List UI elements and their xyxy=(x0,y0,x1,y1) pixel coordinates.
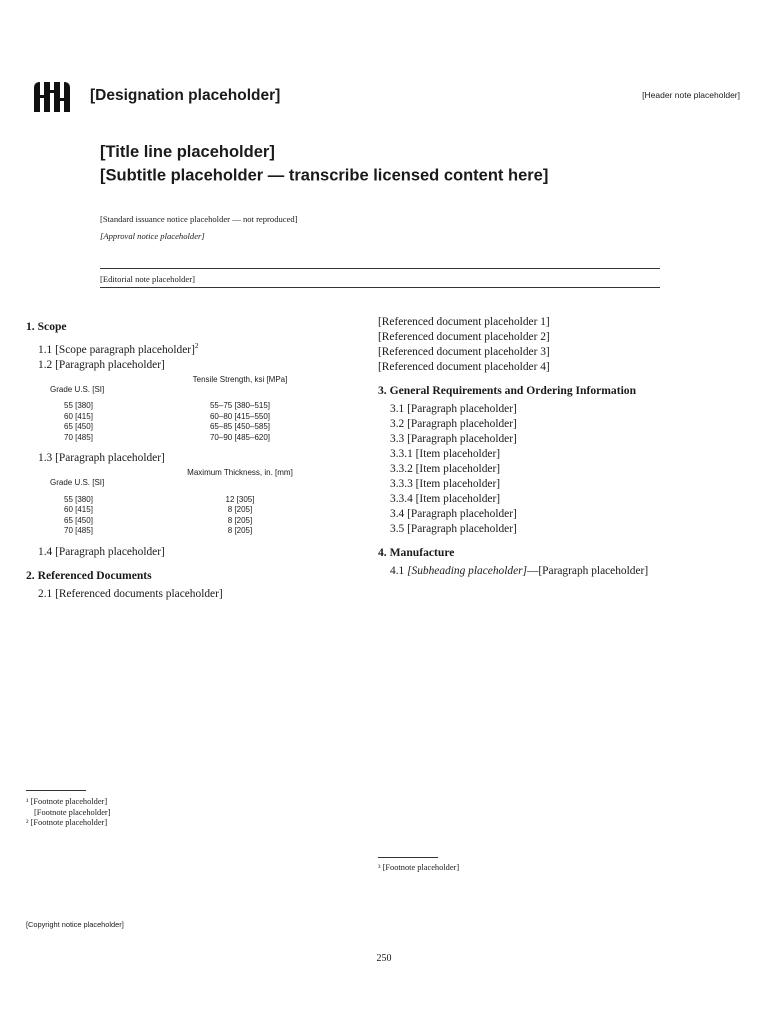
header xyxy=(28,78,740,118)
list-item: 3.3.4 [Item placeholder] xyxy=(390,493,501,505)
title-line-1: [Title line placeholder] xyxy=(100,143,275,161)
right-column xyxy=(378,315,703,579)
max-thickness-table xyxy=(50,468,300,537)
referenced-document: [Referenced document placeholder 2] xyxy=(378,331,550,343)
section-heading: 3. General Requirements and Ordering Information xyxy=(378,384,637,397)
footnote-rule xyxy=(26,790,86,791)
table-row xyxy=(50,526,300,537)
issuance-notice xyxy=(100,214,660,245)
referenced-document: [Referenced document placeholder 4] xyxy=(378,361,550,373)
footnote: [Footnote placeholder] xyxy=(34,807,111,817)
approval-notice: [Approval notice placeholder] xyxy=(100,231,205,241)
grade-cell: 60 [415] xyxy=(64,411,93,421)
table-row xyxy=(50,505,300,516)
value-cell: 8 [205] xyxy=(227,515,253,525)
paragraph: 2.1 [Referenced documents placeholder] xyxy=(38,587,223,600)
table-header: Tensile Strength, ksi [MPa] xyxy=(192,374,288,384)
table-row xyxy=(50,401,300,412)
footnote-rule xyxy=(378,857,438,858)
table-row xyxy=(50,516,300,527)
page-number: 250 xyxy=(376,953,392,964)
grade-cell: 65 [450] xyxy=(64,515,93,525)
footnote: ¹ [Footnote placeholder] xyxy=(26,797,108,806)
title-line-2: [Subtitle placeholder — transcribe licensed content here] xyxy=(100,166,549,185)
table-row xyxy=(50,433,300,444)
section-heading: 1. Scope xyxy=(26,320,67,333)
astm-logo-icon xyxy=(28,78,76,118)
grade-cell: 70 [485] xyxy=(64,526,93,536)
footnote: ² [Footnote placeholder] xyxy=(26,818,108,827)
table-row xyxy=(50,422,300,433)
value-cell: 12 [305] xyxy=(225,494,255,504)
grade-cell: 70 [485] xyxy=(64,432,93,442)
list-item: 3.3.3 [Item placeholder] xyxy=(390,478,501,490)
list-item: 3.3.2 [Item placeholder] xyxy=(390,463,501,475)
table-row xyxy=(50,412,300,423)
left-column xyxy=(26,315,356,602)
grade-cell: 55 [380] xyxy=(64,401,93,411)
paragraph: 1.2 [Paragraph placeholder] xyxy=(38,358,165,371)
paragraph: 1.1 [Scope paragraph placeholder]$^2$ xyxy=(38,341,199,356)
left-footnotes xyxy=(26,797,354,829)
list-item: 3.3.1 [Item placeholder] xyxy=(390,448,501,460)
value-cell: 8 [205] xyxy=(227,526,253,536)
value-cell: 65–85 [450–585] xyxy=(209,422,271,432)
table-header: Grade U.S. [SI] xyxy=(50,384,105,394)
value-cell: 60–80 [415–550] xyxy=(209,411,271,421)
editorial-note: [Editorial note placeholder] xyxy=(100,274,195,284)
footnote: ³ [Footnote placeholder] xyxy=(378,863,460,872)
copyright-notice: [Copyright notice placeholder] xyxy=(26,920,124,929)
value-cell: 70–90 [485–620] xyxy=(209,432,271,442)
referenced-document: [Referenced document placeholder 1] xyxy=(378,316,550,328)
notice-text: [Standard issuance notice placeholder — not reproduced] xyxy=(100,214,298,224)
paragraph: 3.5 [Paragraph placeholder] xyxy=(390,523,517,535)
section-heading: 4. Manufacture xyxy=(378,546,455,559)
section-heading: 2. Referenced Documents xyxy=(26,568,152,582)
paragraph: 3.4 [Paragraph placeholder] xyxy=(390,508,517,520)
paragraph: 3.3 [Paragraph placeholder] xyxy=(390,433,517,445)
grade-cell: 55 [380] xyxy=(64,494,93,504)
paragraph: 4.1 [Subheading placeholder]—[Paragraph placeholder] xyxy=(390,565,649,577)
table-header: Maximum Thickness, in. [mm] xyxy=(187,468,293,478)
document-title xyxy=(100,143,660,186)
paragraph: 3.1 [Paragraph placeholder] xyxy=(390,403,517,415)
divider xyxy=(100,287,660,288)
used-in-note: [Header note placeholder] xyxy=(642,90,740,100)
grade-cell: 60 [415] xyxy=(64,505,93,515)
grade-cell: 65 [450] xyxy=(64,422,93,432)
right-footnotes xyxy=(378,863,703,874)
divider xyxy=(100,268,660,269)
referenced-document: [Referenced document placeholder 3] xyxy=(378,346,550,358)
paragraph: 1.4 [Paragraph placeholder] xyxy=(38,545,165,558)
value-cell: 8 [205] xyxy=(227,505,253,515)
paragraph: 3.2 [Paragraph placeholder] xyxy=(390,418,517,430)
table-row xyxy=(50,495,300,506)
table-header: Grade U.S. [SI] xyxy=(50,478,105,488)
value-cell: 55–75 [380–515] xyxy=(209,401,271,411)
paragraph: 1.3 [Paragraph placeholder] xyxy=(38,452,165,465)
designation: [Designation placeholder] xyxy=(90,87,281,105)
tensile-strength-table xyxy=(50,375,300,444)
